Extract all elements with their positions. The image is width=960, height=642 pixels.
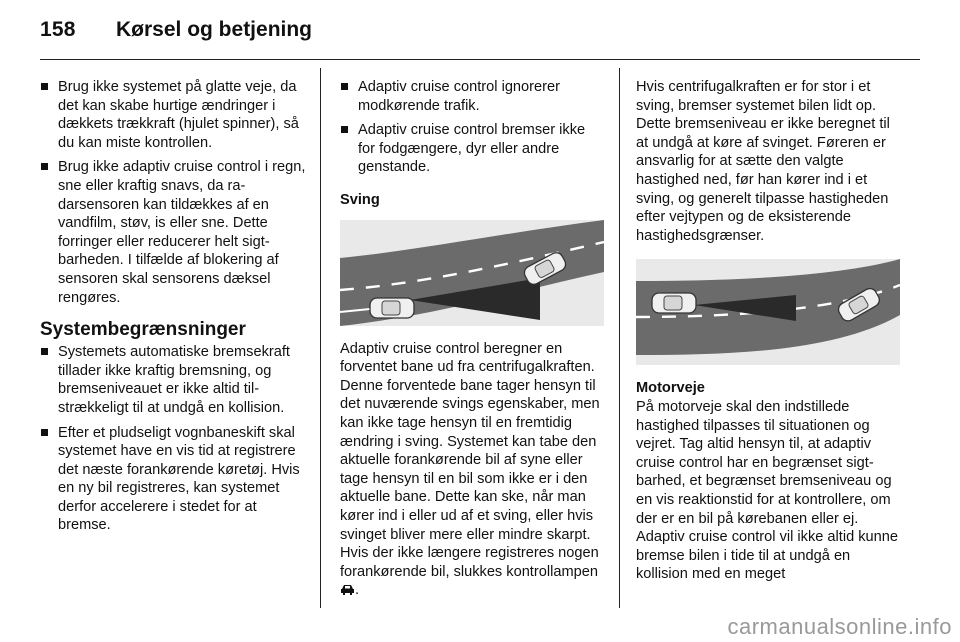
column-1	[40, 78, 308, 541]
tight-curve-illustration	[636, 259, 900, 365]
bullet-item	[340, 121, 604, 177]
bullet-text: Brug ikke systemet på glatte veje, da det kan skabe hurtige ændringer i dækkets trækkraft (hjulet spinner), så du kan miste kontrollen.	[58, 79, 299, 151]
car-indicator-icon	[340, 583, 355, 596]
square-bullet-icon	[41, 429, 48, 436]
bullet-text: Systemets automatiske bremsekraft tillader ikke kraftig bremsning, og bremseniveauet er ikke altid tilstrækkeligt til at undgå en kollision.	[58, 344, 290, 416]
column-divider-1	[320, 68, 321, 608]
square-bullet-icon	[341, 83, 348, 90]
bullet-list-ignored-objects	[340, 78, 604, 177]
centrifugal-paragraph: Hvis centrifugalkraften er for stor i et sving, bremser systemet bilen lidt op. Dette bremseniveau er ikke beregnet til at undgå at køre af svinget. Føreren er ansvarlig for at sætte den valgte hastighed ned, før han kører ind i et sving, og generelt tilpasse hastigheden efter vejtypen og de eksisterende hastighedsgrænser.	[636, 79, 890, 244]
bullet-list-usage-warnings	[40, 78, 308, 307]
column-divider-2	[619, 68, 620, 608]
square-bullet-icon	[41, 83, 48, 90]
heading-system-limitations: Systembegrænsninger	[40, 319, 246, 341]
section-title: Kørsel og betjening	[116, 18, 313, 41]
curve-paragraph-end: .	[355, 582, 360, 599]
bullet-item	[40, 424, 308, 536]
bullet-text: Efter et pludseligt vognbaneskift skal systemet have en vis tid at registrere det næste forankørende køretøj. Hvis en ny bil registreres, kan systemet derfor accelerere i stedet for at bremse.	[58, 424, 300, 534]
bullet-list-limitations	[40, 343, 308, 535]
motorway-paragraph: På motorveje skal den indstillede hastighed tilpasses til situationen og vejret. Tag altid hensyn til, at adaptiv cruise control har en begrænset sigtbarhed, et begrænset bremseniveau og en vis reaktionstid for at kontrollere, om der er en bil på kørebanen eller ej. Adaptiv cruise control vil ikke altid kunne bremse bilen i tide til at undgå en kollision med en meget	[636, 398, 899, 583]
bullet-text: Adaptiv cruise control bremser ikke for fodgængere, dyr eller andre genstande.	[358, 122, 586, 176]
column-2	[340, 78, 604, 600]
curve-road-illustration	[340, 220, 604, 326]
tight-curve-road-illustration	[636, 259, 900, 365]
square-bullet-icon	[341, 126, 348, 133]
curve-paragraph	[340, 340, 604, 600]
bullet-text: Brug ikke adaptiv cruise control i regn, sne eller kraftig snavs, da radarsensoren kan tildækkes af en vandfilm, støv, is eller sne. Dette forringer eller reducerer helt sigtbarheden. I tilfælde af blokering af sensoren skal sensorens dæksel rengøres.	[58, 159, 306, 306]
bullet-text: Adaptiv cruise control ignorerer modkørende trafik.	[358, 79, 560, 114]
square-bullet-icon	[41, 348, 48, 355]
bullet-item	[40, 78, 308, 152]
curve-paragraph-text: Adaptiv cruise control beregner en forventet bane ud fra centrifugalkraften. Denne forventede bane tager hensyn til det nuværende svings egenskaber, men kan ikke tage hensyn til en fremtidig ændring i sving. Systemet kan tabe den aktuelle forankørende bil af syne eller tage hensyn til en bil som ikke er i den aktuelle bane. Dette kan ske, når man kører ind i eller ud af et sving, eller hvis svinget bliver mere eller mindre skarpt. Hvis der ikke længere registreres nogen forankørende bil, slukkes kontrollampen	[340, 340, 600, 580]
page-header	[40, 18, 920, 58]
watermark: carmanualsonline.info	[727, 614, 952, 639]
curve-illustration	[340, 220, 604, 326]
bullet-item	[40, 158, 308, 307]
bullet-item	[40, 343, 308, 417]
heading-motorways: Motorveje	[636, 380, 705, 397]
heading-curves: Sving	[340, 191, 380, 208]
page-number: 158	[40, 18, 76, 41]
square-bullet-icon	[41, 163, 48, 170]
column-3	[636, 78, 900, 584]
bullet-item	[340, 78, 604, 115]
header-rule	[40, 59, 920, 60]
